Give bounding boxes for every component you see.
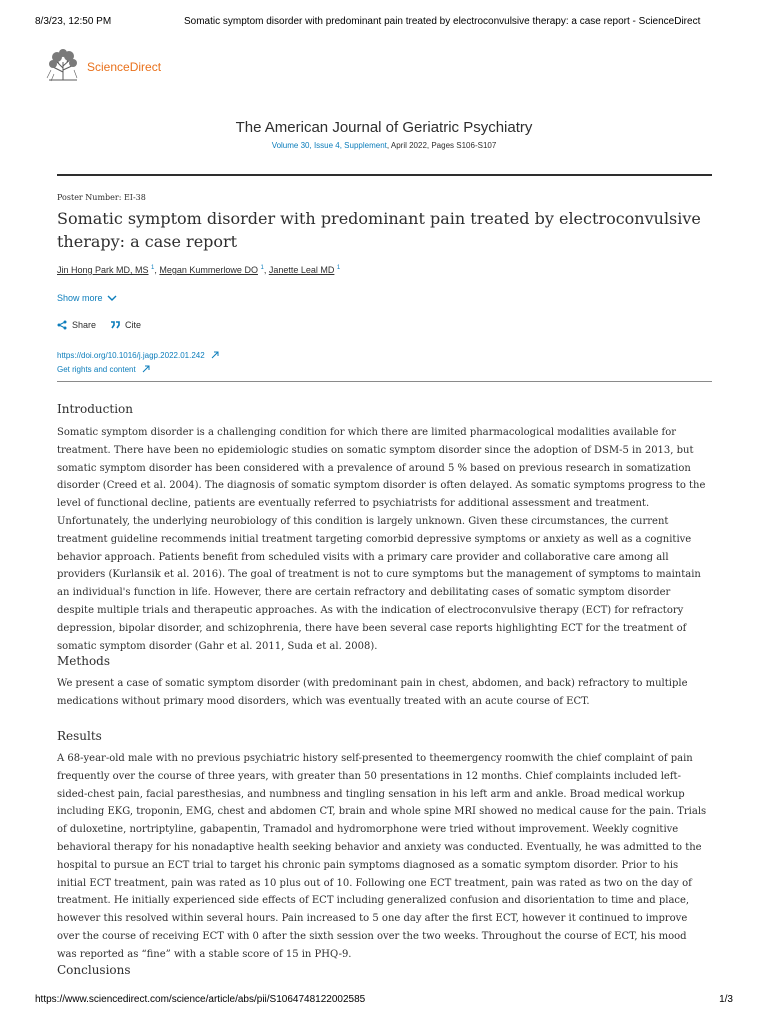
rights-link[interactable] bbox=[57, 362, 219, 376]
author-affiliation[interactable]: 1 bbox=[336, 265, 341, 271]
external-link-icon bbox=[142, 365, 150, 373]
share-icon bbox=[57, 320, 67, 330]
share-label: Share bbox=[72, 320, 97, 330]
print-page-number: 1/3 bbox=[719, 994, 733, 1005]
section-results bbox=[57, 728, 709, 964]
print-url: https://www.sciencedirect.com/science/article/abs/pii/S1064748122002585 bbox=[35, 994, 366, 1005]
show-more-button[interactable] bbox=[57, 293, 117, 303]
article-title: Somatic symptom disorder with predominant pain treated by electroconvulsive therapy: a case report bbox=[57, 209, 701, 251]
brand-name: ScienceDirect bbox=[87, 60, 162, 74]
section-methods bbox=[57, 653, 709, 711]
section-body: A 68-year-old male with no previous psychiatric history self-presented to theemergency roomwith the chief complaint of pain frequently over the course of three years, with greater than 50 presentations in 12 months. Chief complaints included left-sided-chest pain, facial paresthesias, and numbness and tingling sensation in his left arm and ankle. Broad medical workup including EKG, troponin, EMG, chest and abdomen CT, brain and whole spine MRI showed no medical cause for the pain. Trials of duloxetine, nortriptyline, gabapentin, Tramadol and hydromorphone were tried without improvement. Weekly cognitive behavioral therapy for his nonadaptive health seeking behavior and anxiety was conducted. Eventually, he was admitted to the hospital to pursue an ECT trial to target his chronic pain symptoms diagnosed as a somatic symptom disorder. Prior to his initial ECT treatment, pain was rated as 10 plus out of 10. Following one ECT treatment, pain was rated as two on the day of treatment. He initially experienced side effects of ECT including generalized confusion and disorientation to time and place, however this resolved within several hours. Pain increased to 5 one day after the first ECT, however it continued to improve over the course of receiving ECT with 0 after the sixth session over the two weeks. Throughout the course of ECT, his mood was reported as “fine” with a stable score of 15 in PHQ-9. bbox=[57, 753, 707, 960]
show-more-label: Show more bbox=[57, 293, 103, 303]
article-links bbox=[57, 348, 219, 376]
volume-issue-link[interactable]: Volume 30, Issue 4, Supplement bbox=[271, 141, 387, 150]
section-body: We present a case of somatic symptom disorder (with predominant pain in chest, abdomen, and back) refractory to multiple medications without primary mood disorders, which was eventually treated with an acute course of ECT. bbox=[57, 678, 688, 707]
article-actions bbox=[57, 320, 155, 330]
doi-link[interactable] bbox=[57, 348, 219, 362]
quote-icon bbox=[110, 321, 120, 329]
print-datetime: 8/3/23, 12:50 PM bbox=[35, 16, 112, 27]
print-page-title: Somatic symptom disorder with predominant pain treated by electroconvulsive therapy: a case report - ScienceDirect bbox=[184, 16, 701, 27]
section-introduction bbox=[57, 401, 709, 655]
elsevier-tree-icon bbox=[45, 48, 81, 82]
chevron-down-icon bbox=[107, 295, 117, 302]
poster-number: Poster Number: EI-38 bbox=[57, 193, 146, 202]
section-conclusions bbox=[57, 962, 709, 978]
print-footer bbox=[35, 994, 733, 1005]
content-divider bbox=[57, 381, 712, 382]
print-header bbox=[35, 16, 733, 27]
author-link[interactable]: Janette Leal MD bbox=[268, 265, 335, 275]
author-affiliation[interactable]: 1 bbox=[260, 265, 264, 271]
section-heading: Methods bbox=[57, 654, 111, 668]
section-heading: Results bbox=[57, 729, 102, 743]
section-heading: Introduction bbox=[57, 402, 133, 416]
journal-header bbox=[0, 119, 768, 150]
journal-date-pages: , April 2022, Pages S106-S107 bbox=[386, 141, 497, 150]
doi-url: https://doi.org/10.1016/j.jagp.2022.01.242 bbox=[57, 350, 205, 360]
author-list: Jin Hong Park MD, MS $^1$, Megan Kummerlowe DO $^1$, Janette Leal MD $^1$ bbox=[57, 265, 341, 275]
external-link-icon bbox=[211, 351, 219, 359]
sciencedirect-logo[interactable] bbox=[45, 48, 161, 82]
section-heading: Conclusions bbox=[57, 963, 131, 977]
journal-name[interactable]: The American Journal of Geriatric Psychiatry bbox=[235, 119, 533, 136]
section-body: Somatic symptom disorder is a challenging condition for which there are limited pharmacological modalities available for treatment. There have been no epidemiologic studies on somatic symptom disorder since the adoption of DSM-5 in 2013, but somatic symptom disorder has been considered with a prevalence of around 5 % based on previous research in somatization disorder (Creed et al. 2004). The diagnosis of somatic symptom disorder is often delayed. As somatic symptoms progress to the level of functional decline, patients are eventually referred to psychiatrists for additional assessment and treatment. Unfortunately, the underlying neurobiology of this condition is largely unknown. Given these circumstances, the current treatment guideline recommends initial treatment targeting comorbid depressive symptoms or anxiety as well as a cognitive behavior approach. Patients benefit from scheduled visits with a primary care provider and collaborative care among all providers (Kurlansik et al. 2016). The goal of treatment is not to cure symptoms but the management of symptoms to maintain an individual's function in life. However, there are certain refractory and debilitating cases of somatic symptom disorder despite multiple trials and therapeutic approaches. As with the indication of electroconvulsive therapy (ECT) for refractory depression, bipolar disorder, and schizophrenia, there have been several case reports highlighting ECT for the treatment of somatic symptom disorder (Gahr et al. 2011, Suda et al. 2008). bbox=[57, 427, 706, 652]
journal-meta bbox=[0, 141, 768, 150]
author-affiliation[interactable]: 1 bbox=[151, 265, 155, 271]
author-link[interactable]: Megan Kummerlowe DO bbox=[159, 265, 258, 275]
header-divider bbox=[57, 174, 712, 176]
share-button[interactable] bbox=[57, 320, 96, 330]
rights-label: Get rights and content bbox=[57, 364, 136, 374]
cite-label: Cite bbox=[125, 320, 142, 330]
cite-button[interactable] bbox=[110, 320, 141, 330]
author-link[interactable]: Jin Hong Park MD, MS bbox=[57, 265, 149, 275]
